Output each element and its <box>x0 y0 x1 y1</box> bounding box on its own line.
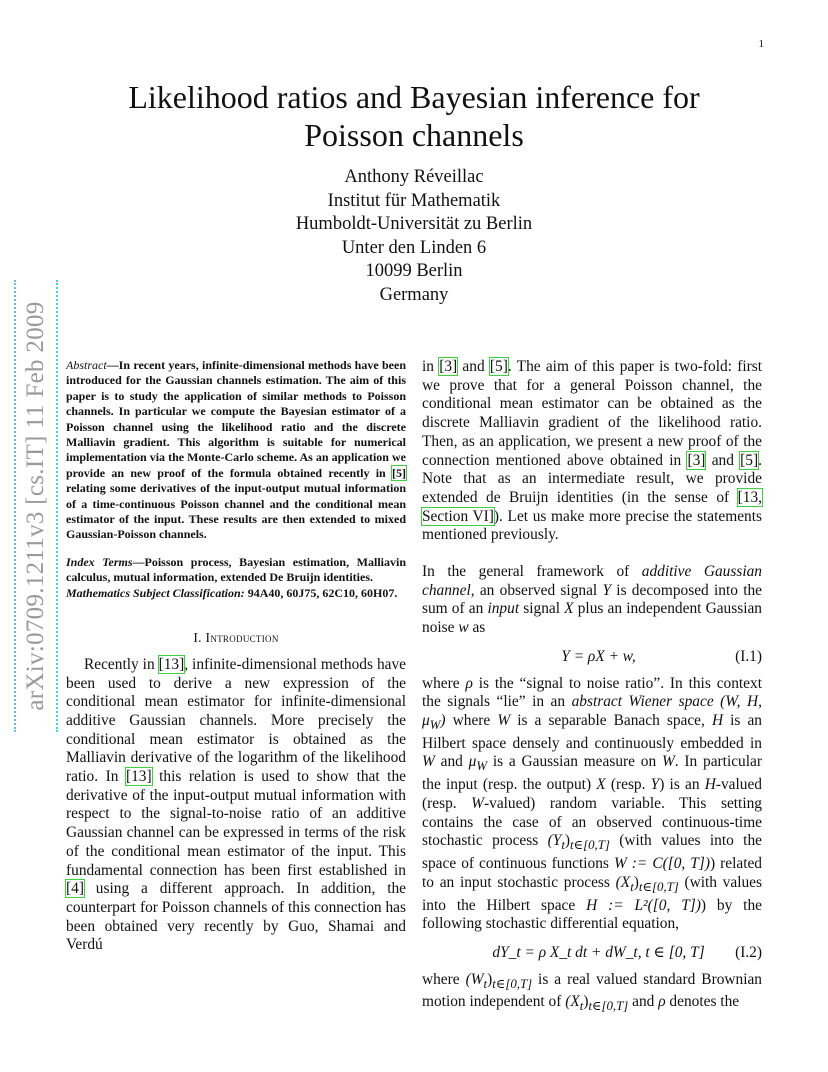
abstract: Abstract—In recent years, infinite-dimensional methods have been introduced for the Gaussian channels estimation. The aim of this paper is to study the application of similar methods to Poisson channels. In particular we compute the Bayesian estimator of a Poisson channel using the likelihood ratio and the discrete Malliavin gradient. This algorithm is suitable for numerical implementation via the Monte-Carlo scheme. As an application we provide an new proof of the formula obtained recently in [5] relating some derivatives of the input-output mutual information of a time-continuous Poisson channel and the conditional mean estimator of the input. These results are then extended to mixed Gaussian-Poisson channels. <box>66 358 406 542</box>
arxiv-stamp-text: arXiv:0709.1211v3 [cs.IT] 11 Feb 2009 <box>22 301 49 711</box>
right-column <box>422 358 762 1016</box>
paper-title: Likelihood ratios and Bayesian inference for Poisson channels <box>128 79 700 153</box>
equation-1 <box>422 648 762 667</box>
index-terms-label: Index Terms <box>66 554 133 569</box>
author-university: Humboldt-Universität zu Berlin <box>295 214 533 234</box>
equation-1-tag: (I.1) <box>735 647 762 665</box>
page-number: 1 <box>758 38 764 50</box>
citation-link[interactable]: [3] <box>439 358 458 375</box>
author-street: Unter den Linden 6 <box>341 237 487 258</box>
citation-link[interactable]: [5] <box>392 465 406 480</box>
section-heading: I. Introduction <box>193 630 279 646</box>
equation-2 <box>422 944 762 963</box>
citation-link[interactable]: [13] <box>125 768 152 786</box>
citation-link[interactable]: [5] <box>489 358 508 375</box>
author-country: Germany <box>379 284 449 305</box>
right-paragraph-4: where $(W_t)_{t\in[0,T]}$ is a real valued standard Brownian motion independent of $(X_t)_{t\in[0,T]}$ and ρ denotes the <box>422 970 763 1014</box>
index-terms: Index Terms—Poisson process, Bayesian estimation, Malliavin calculus, mutual information, extended De Bruijn identities. Mathematics Subject Classification: 94A40, 60J75, 62C10, 60H07. <box>66 554 406 600</box>
abstract-label: Abstract <box>66 358 107 372</box>
citation-link[interactable]: [5] <box>740 451 759 469</box>
equation-2-expression: dY_t = ρ X_t dt + dW_t, t ∈ [0, T] <box>492 944 705 961</box>
citation-link[interactable]: [3] <box>687 451 706 469</box>
author-institute: Institut für Mathematik <box>327 190 501 211</box>
right-paragraph-2: In the general framework of additive Gaussian channel, an observed signal Y is decomposed into the sum of an input signal X plus an independent Gaussian noise w as <box>422 563 762 637</box>
msc-label: Mathematics Subject Classification: <box>66 585 245 600</box>
arxiv-stamp[interactable] <box>14 280 58 732</box>
right-paragraph-1: in [3] and [5]. The aim of this paper is two-fold: first we prove that for a general Poisson channel, the conditional mean estimator can be obtained as the discrete Malliavin gradient of the likelihood ratio. Then, as an application, we present a new proof of the connection mentioned above obtained in [3] and [5]. Note that as an intermediate result, we provide extended de Bruijn identities (in the sense of [13, Section VI]). Let us make more precise the statements mentioned previously. <box>422 358 762 544</box>
equation-2-tag: (I.2) <box>735 944 762 961</box>
author-block <box>80 166 748 307</box>
equation-1-expression: Y = ρX + w, <box>561 647 636 665</box>
author-name: Anthony Réveillac <box>344 167 484 187</box>
left-column <box>66 358 406 955</box>
citation-link[interactable]: [13, Section VI] <box>422 488 762 525</box>
author-city: 10099 Berlin <box>365 261 463 281</box>
citation-link[interactable]: [13] <box>158 655 185 673</box>
right-paragraph-3: where ρ is the “signal to noise ratio”. In this context the signals “lie” in an abstract Wiener space (W, H, $\mu_W$) where W is a separable Banach space, H is an Hilbert space densely and continuously embedded in W and $\mu_W$ is a Gaussian measure on W. In particular the input (resp. the output) X (resp. Y) is an H-valued (resp. W-valued) random variable. This setting contains the case of an observed continuous-time stochastic process $(Y_t)_{t\in[0,T]}$ (with values into the space of continuous functions W := C([0, T])) related to an input stochastic process $(X_t)_{t\in[0,T]}$ (with values into the Hilbert space H := L²([0, T])) by the following stochastic differential equation, <box>422 674 763 933</box>
intro-paragraph: Recently in [13], infinite-dimensional methods have been used to derive a new expression of the conditional mean estimator for infinite-dimensional additive Gaussian channels. More precisely the conditional mean estimator is obtained as the Malliavin derivative of the logarithm of the likelihood ratio. In [13] this relation is used to show that the derivative of the input-output mutual information with respect to the signal-to-noise ratio of an additive Gaussian channel can be expressed in terms of the risk of the conditional mean estimator of the input. This fundamental connection has been first established in [4] using a different approach. In addition, the counterpart for Poisson channels of this connection has been obtained very recently by Guo, Shamai and Verdú <box>66 655 406 954</box>
citation-link[interactable]: [4] <box>66 880 84 898</box>
